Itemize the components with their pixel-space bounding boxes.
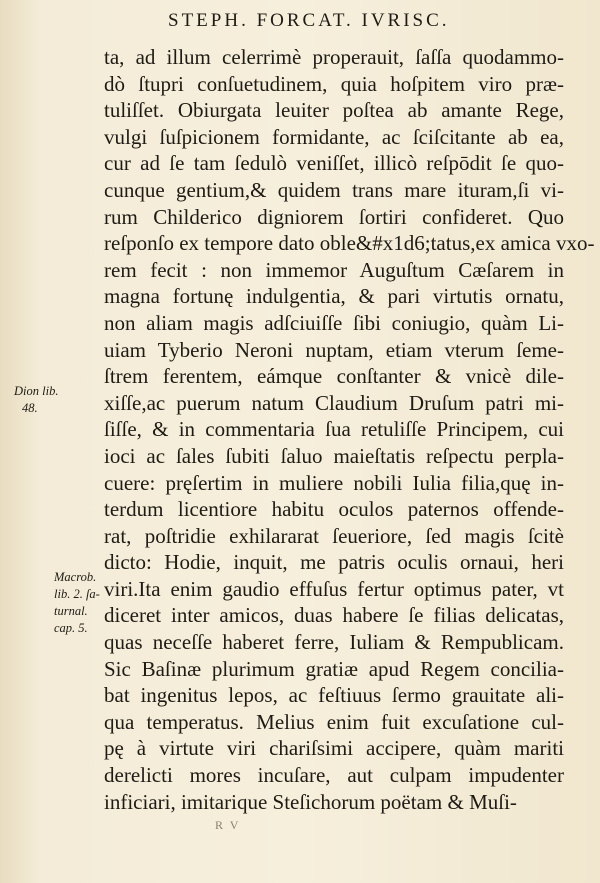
marginal-note-line: lib. 2. ſa- xyxy=(54,587,100,601)
text-line: qua temperatus. Melius enim fuit excuſatione cul- xyxy=(104,709,564,734)
running-head: STEPH. FORCAT. IVRISC. xyxy=(168,10,450,31)
text-line: dicto: Hodie, inquit, me patris oculis ornaui, heri xyxy=(104,550,564,575)
text-line: xiſſe,ac puerum natum Claudium Druſum patri mi- xyxy=(104,390,564,415)
text-line: Sic Baſinæ plurimum gratiæ apud Regem concilia- xyxy=(104,656,564,681)
marginal-note-line: cap. 5. xyxy=(54,621,88,635)
text-line: quas neceſſe haberet ferre, Iuliam & Rempublicam. xyxy=(104,630,564,655)
text-line: uiam Tyberio Neroni nuptam, etiam vterum ſeme- xyxy=(104,337,564,362)
text-line: cur ad ſe tam ſedulò veniſſet, illicò reſpōdit ſe quo- xyxy=(104,151,564,176)
text-line: inficiari, imitarique Steſichorum poëtam & Muſi- xyxy=(104,789,517,814)
marginal-note-line: Macrob. xyxy=(54,570,97,584)
text-line: rat, poſtridie exhilararat ſeueriore, ſed magis ſcitè xyxy=(104,523,564,548)
text-line: terdum licentiore habitu oculos paternos offende- xyxy=(104,497,564,522)
text-line: magna fortunę indulgentia, & pari virtutis ornatu, xyxy=(104,284,564,309)
text-line: rem fecit : non immemor Auguſtum Cæſarem in xyxy=(104,257,564,282)
text-line: ioci ac ſales ſubiti ſaluo maieſtatis reſpectu perpla- xyxy=(104,443,564,468)
text-line: ſiſſe, & in commentaria ſua retuliſſe Principem, cui xyxy=(104,417,564,442)
text-line: reſponſo ex tempore dato oble&#x1d6;tatus,ex amica vxo- xyxy=(104,231,595,256)
text-line: vulgi ſuſpicionem formidante, ac ſciſcitante ab ea, xyxy=(104,124,564,149)
marginal-note-macrob xyxy=(14,569,100,637)
text-line: tuliſſet. Obiurgata leuiter poſtea ab amante Rege, xyxy=(104,98,564,123)
text-line: non aliam magis adſciuiſſe ſibi coniugio, quàm Li- xyxy=(104,310,564,335)
text-line: diceret inter amicos, duas habere ſe filias delicatas, xyxy=(104,603,564,628)
body-text xyxy=(104,44,595,815)
text-line: ſtrem ferentem, eámque conſtanter & vnicè dile- xyxy=(104,364,564,389)
text-line: pę à virtute viri chariſsimi accipere, quàm mariti xyxy=(104,736,564,761)
text-line: dò ſtupri conſuetudinem, quia hoſpitem viro præ- xyxy=(104,71,564,96)
text-line: cunque gentium,& quidem trans mare ituram,ſi vi- xyxy=(104,177,564,202)
text-line: cuere: pręſertim in muliere nobili Iulia filia,quę in- xyxy=(104,470,564,495)
marginal-note-line: Dion lib. xyxy=(14,384,59,398)
text-line: ta, ad illum celerrimè properauit, ſaſſa quodammo- xyxy=(104,45,564,69)
signature-mark: R V xyxy=(215,818,241,832)
marginal-note-line: turnal. xyxy=(54,604,88,618)
marginal-note-line: 48. xyxy=(22,401,38,415)
text-line: rum Childerico digniorem ſortiri confideret. Quo xyxy=(104,204,564,229)
text-line: viri.Ita enim gaudio effuſus fertur optimus pater, vt xyxy=(104,576,564,601)
text-line: bat ingenitus lepos, ac feſtiuus ſermo grauitate ali- xyxy=(104,683,564,708)
marginal-note-dion xyxy=(14,383,58,417)
text-line: derelicti mores incuſare, aut culpam impudenter xyxy=(104,763,564,788)
